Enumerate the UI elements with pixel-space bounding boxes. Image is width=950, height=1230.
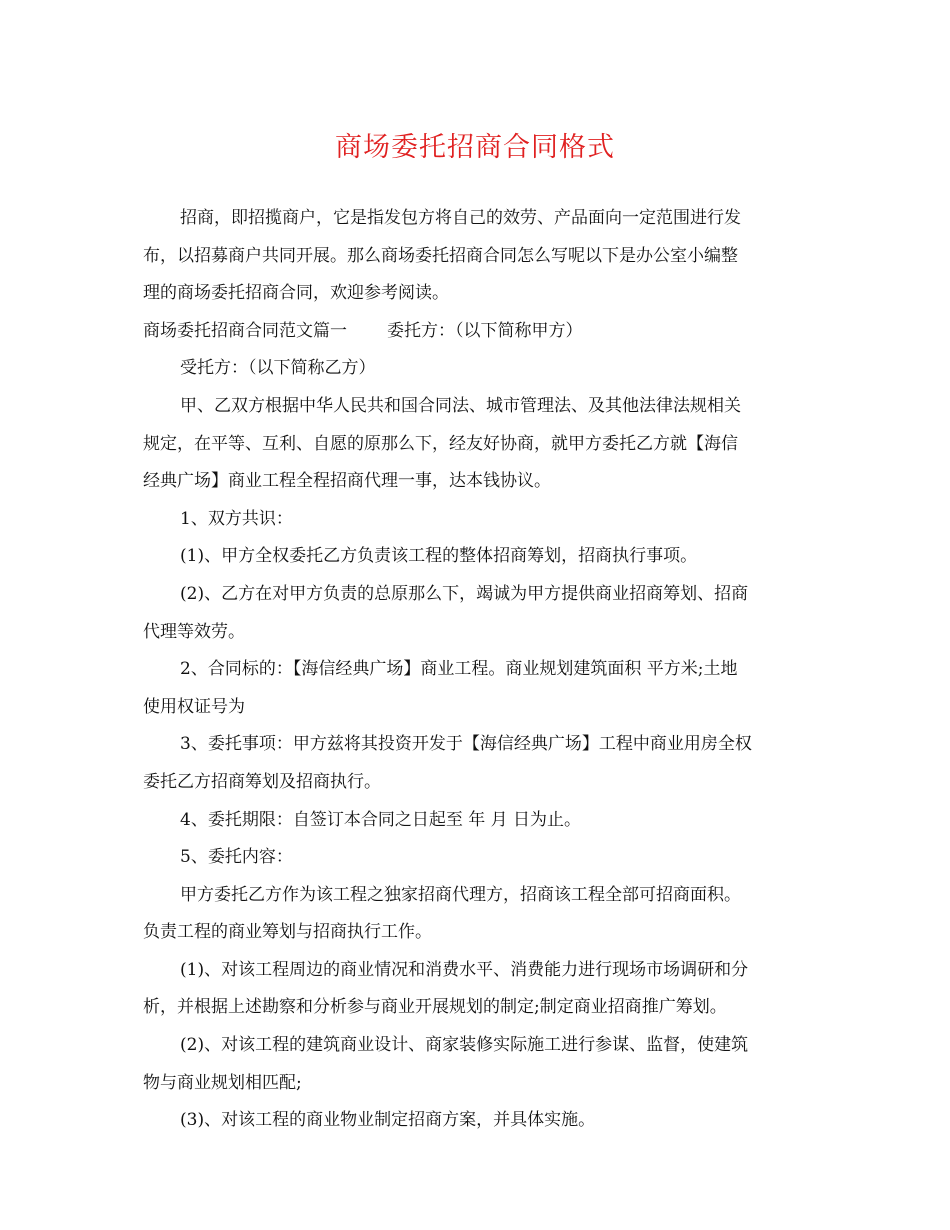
- line-extra-text: 委托方：（以下简称甲方）: [387, 320, 583, 341]
- line-text: 受托方：（以下简称乙方）: [180, 358, 376, 379]
- line-text: 代理等效劳。: [143, 621, 245, 642]
- line-text: (3)、对该工程的商业物业制定招商方案，并具体实施。: [180, 1110, 596, 1131]
- line-text: 招商，即招揽商户，它是指发包方将自己的效劳、产品面向一定范围进行发: [180, 208, 741, 228]
- text-line: [143, 1065, 808, 1103]
- text-line: [143, 802, 808, 840]
- line-text: 委托乙方招商筹划及招商执行。: [143, 771, 381, 792]
- text-line: [143, 689, 808, 727]
- text-line: [143, 275, 808, 313]
- document-title: 商场委托招商合同格式: [335, 132, 615, 163]
- line-text: (1)、甲方全权委托乙方负责该工程的整体招商筹划，招商执行事项。: [180, 546, 698, 567]
- line-text: 析，并根据上述勘察和分析参与商业开展规划的制定;制定商业招商推广筹划。: [143, 997, 727, 1018]
- line-text: 4、委托期限：自签订本合同之日起至 年 月 日为止。: [180, 809, 582, 830]
- text-line: [143, 764, 808, 802]
- line-text: 商场委托招商合同范文篇一: [143, 320, 347, 341]
- text-line: [143, 877, 808, 915]
- line-text: (1)、对该工程周边的商业情况和消费水平、消费能力进行现场市场调研和分: [180, 959, 749, 980]
- text-line: [143, 538, 808, 576]
- text-line: [143, 651, 808, 689]
- line-text: 物与商业规划相匹配;: [143, 1072, 302, 1093]
- text-line: [143, 388, 808, 426]
- line-text: 规定，在平等、互利、自愿的原那么下，经友好协商，就甲方委托乙方就【海信: [143, 433, 738, 454]
- document-body: [143, 200, 808, 1140]
- text-line: [143, 914, 808, 952]
- text-line: [143, 313, 808, 351]
- line-text: 3、委托事项：甲方兹将其投资开发于【海信经典广场】工程中商业用房全权: [180, 734, 752, 755]
- text-line: [143, 501, 808, 539]
- text-line: [143, 614, 808, 652]
- line-text: (2)、对该工程的建筑商业设计、商家装修实际施工进行参谋、监督，使建筑: [180, 1035, 749, 1056]
- line-text: (2)、乙方在对甲方负责的总原那么下，竭诚为甲方提供商业招商筹划、招商: [180, 583, 749, 604]
- text-line: [143, 839, 808, 877]
- line-text: 布，以招募商户共同开展。那么商场委托招商合同怎么写呢以下是办公室小编整: [143, 245, 738, 266]
- line-text: 使用权证号为: [143, 696, 245, 717]
- text-line: [143, 238, 808, 276]
- line-text: 负责工程的商业筹划与招商执行工作。: [143, 922, 432, 943]
- text-line: [143, 1027, 808, 1065]
- text-line: [143, 576, 808, 614]
- line-text: 2、合同标的：【海信经典广场】商业工程。商业规划建筑面积 平方米;土地: [180, 659, 738, 680]
- line-text: 1、双方共识：: [180, 508, 293, 529]
- line-text: 5、委托内容：: [180, 847, 293, 868]
- text-line: [143, 426, 808, 464]
- text-line: [143, 463, 808, 501]
- line-text: 甲、乙双方根据中华人民共和国合同法、城市管理法、及其他法律法规相关: [180, 395, 741, 416]
- text-line: [143, 350, 808, 388]
- text-line: [143, 989, 808, 1027]
- line-text: 理的商场委托招商合同，欢迎参考阅读。: [143, 283, 449, 304]
- text-line: [143, 200, 808, 238]
- text-line: [143, 726, 808, 764]
- line-text: 经典广场】商业工程全程招商代理一事，达本钱协议。: [143, 471, 551, 492]
- line-text: 甲方委托乙方作为该工程之独家招商代理方，招商该工程全部可招商面积。: [180, 884, 741, 905]
- text-line: [143, 1102, 808, 1140]
- text-line: [143, 952, 808, 990]
